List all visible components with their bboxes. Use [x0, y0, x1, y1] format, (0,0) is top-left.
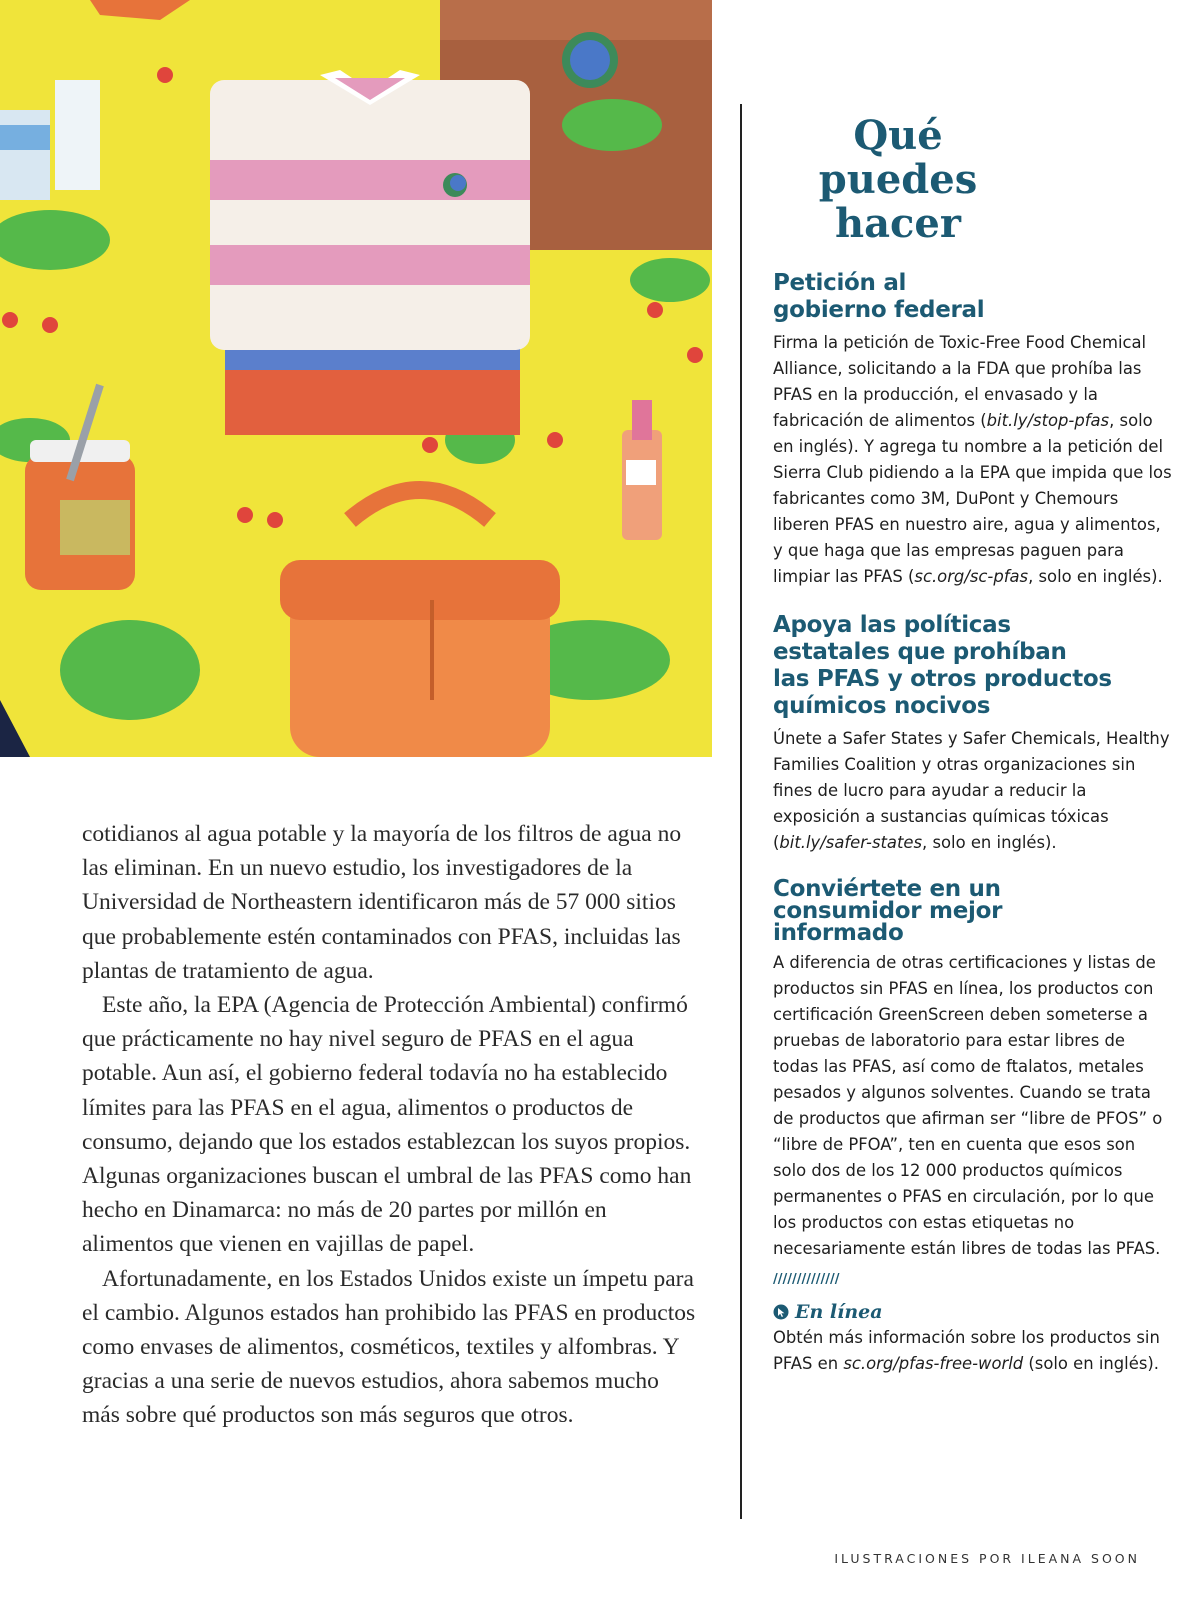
petition-link-fda[interactable]: bit.ly/stop-pfas [986, 411, 1110, 430]
cursor-icon [773, 1304, 789, 1320]
heading-line: químicos nocivos [773, 693, 991, 719]
heading-line: Conviértete en un [773, 876, 1001, 902]
online-heading [773, 1301, 1173, 1323]
sidebar-title [773, 114, 1023, 246]
heading-line: gobierno federal [773, 297, 985, 323]
article-paragraph-3: Afortunadamente, en los Estados Unidos existe un ímpetu para el cambio. Algunos estados han prohibido las PFAS en productos como envases de alimentos, cosméticos, textiles y alfombras. Y gracias a una serie de nuevos estudios, ahora sabemos mucho más sobre qué productos son más seguros que otros. [82, 1265, 696, 1429]
section-body-informed-consumer: A diferencia de otras certificaciones y listas de productos sin PFAS en línea, los productos con certificación GreenScreen deben someterse a pruebas de laboratorio para estar libres de todas las PFAS, así como de ftalatos, metales pesados y algunos solventes. Cuando se trata de productos que afirman ser “libre de PFOS” o “libre de PFOA”, ten en cuenta que esos son solo dos de los 12 000 productos químicos permanentes o PFAS en circulación, por lo que los productos con estas etiquetas no necesariamente están libres de todas las PFAS. [773, 953, 1163, 1258]
petition-link-epa[interactable]: sc.org/sc-pfas [914, 567, 1029, 586]
section-heading-state-policies [773, 612, 1173, 720]
article-paragraph-2: Este año, la EPA (Agencia de Protección Ambiental) confirmó que prácticamente no hay nivel seguro de PFAS en el agua potable. Aun así, el gobierno federal todavía no ha establecido límites para las PFAS en el agua, alimentos o productos de consumo, dejando que los estados establezcan los suyos propios. Algunas organizaciones buscan el umbral de las PFAS como han hecho en Dinamarca: no más de 20 partes por millón en alimentos que vienen en vajillas de papel. [82, 992, 692, 1258]
sidebar-title-line1: Qué puedes [818, 112, 978, 203]
body-text: Únete a Safer States y Safer Chemicals, Healthy Families Coalition y otras organizaciones sin fines de lucro para ayudar a reducir la exposición a sustancias químicas tóxicas ( [773, 729, 1170, 852]
safer-states-link[interactable]: bit.ly/safer-states [779, 833, 923, 852]
online-body [773, 1325, 1173, 1377]
body-text: Firma la petición de Toxic-Free Food Chemical Alliance, solicitando a la FDA que prohíba las PFAS en la producción, el envasado y la fabricación de alimentos ( [773, 333, 1147, 430]
heading-line: estatales que prohíban [773, 639, 1067, 665]
body-text: Obtén más información sobre los productos sin PFAS en [773, 1328, 1160, 1373]
sidebar-title-line2: hacer [835, 200, 961, 247]
illustration-artwork [0, 0, 712, 757]
body-text: , solo en inglés). [1028, 567, 1163, 586]
online-label: En línea [795, 1301, 883, 1323]
heading-line: las PFAS y otros productos [773, 666, 1112, 692]
illustration-credit: ILUSTRACIONES POR ILEANA SOON [834, 1551, 1140, 1566]
body-text: , solo en inglés). Y agrega tu nombre a la petición del Sierra Club pidiendo a la EPA que impida que los fabricantes como 3M, DuPont y Chemours liberen PFAS en nuestro aire, agua y alimentos, y que haga que las empresas paguen para limpiar las PFAS ( [773, 411, 1172, 586]
heading-line: Petición al [773, 270, 907, 296]
illustration [0, 0, 712, 757]
section-heading-informed-consumer [773, 878, 1173, 944]
heading-line: informado [773, 920, 904, 946]
body-text: (solo en inglés). [1023, 1354, 1159, 1373]
section-heading-petition [773, 270, 1173, 324]
section-body-state-policies [773, 726, 1173, 856]
article-paragraph-1: cotidianos al agua potable y la mayoría de los filtros de agua no las eliminan. En un nuevo estudio, los investigadores de la Universidad de Northeastern identificaron más de 57 000 sitios que probablemente estén contaminados con PFAS, incluidas las plantas de tratamiento de agua. [82, 821, 682, 984]
sidebar-what-you-can-do [773, 110, 1173, 1377]
article-body [82, 817, 702, 1433]
body-text: , solo en inglés). [922, 833, 1057, 852]
heading-line: Apoya las políticas [773, 612, 1011, 638]
decorative-slashes: ////////////// [773, 1272, 840, 1287]
column-divider [740, 104, 742, 1519]
section-body-petition [773, 330, 1173, 590]
heading-line: consumidor mejor [773, 898, 1003, 924]
pfas-free-world-link[interactable]: sc.org/pfas-free-world [843, 1354, 1024, 1373]
